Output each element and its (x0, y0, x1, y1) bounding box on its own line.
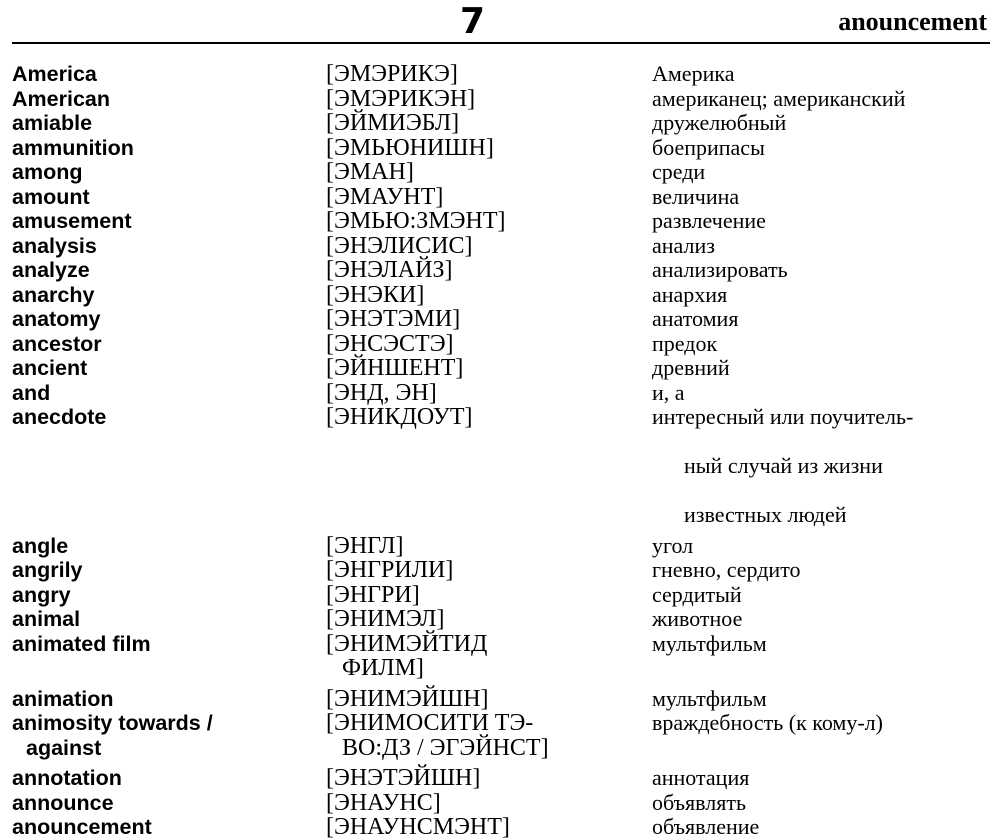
translation: мультфильм (652, 685, 767, 711)
translation: сердитый (652, 581, 742, 607)
pronunciation: [ЭНИМЭЙТИД (326, 630, 488, 657)
translation: анализ (652, 232, 715, 258)
pronunciation-column (326, 209, 652, 234)
headword-column (12, 766, 326, 791)
pronunciation: [ЭНЭКИ] (326, 281, 425, 308)
dictionary-entry (12, 136, 992, 161)
translation-column (652, 209, 992, 234)
translation: анархия (652, 281, 728, 307)
pronunciation-column (326, 234, 652, 259)
headword: animosity towards / (12, 711, 213, 735)
pronunciation: [ЭМАУНТ] (326, 183, 444, 210)
dictionary-entry (12, 766, 992, 791)
translation-column (652, 185, 992, 210)
translation-column (652, 711, 992, 736)
pronunciation-column (326, 632, 652, 681)
pronunciation: [ЭНЭТЭМИ] (326, 306, 461, 332)
translation-column (652, 583, 992, 608)
headword-column (12, 558, 326, 583)
headword: anecdote (12, 405, 107, 429)
translation-column (652, 766, 992, 791)
translation: предок (652, 330, 718, 356)
pronunciation-column (326, 534, 652, 559)
translation-column (652, 307, 992, 332)
pronunciation-column (326, 381, 652, 406)
dictionary-entry (12, 405, 992, 528)
pronunciation: [ЭНАУНС] (326, 789, 441, 816)
pronunciation: [ЭНИКДОУТ] (326, 404, 473, 430)
translation: анатомия (652, 306, 739, 331)
headword: announce (12, 790, 114, 815)
translation: объявление (652, 814, 760, 839)
translation-column (652, 136, 992, 161)
pronunciation: [ЭНД, ЭН] (326, 379, 437, 406)
dictionary-entry (12, 534, 992, 559)
translation-column (652, 815, 992, 840)
headword: analysis (12, 233, 97, 258)
pronunciation: [ЭНСЭСТЭ] (326, 330, 454, 357)
pronunciation: [ЭНЭЛАЙЗ] (326, 257, 453, 283)
headword-column (12, 405, 326, 430)
pronunciation-column (326, 283, 652, 308)
pronunciation-column (326, 185, 652, 210)
translation-column (652, 687, 992, 712)
pronunciation-column (326, 111, 652, 136)
pronunciation-column (326, 607, 652, 632)
headword: against (26, 735, 102, 760)
headword-column (12, 815, 326, 840)
pronunciation-column (326, 558, 652, 583)
pronunciation: [ЭНИМЭЛ] (326, 606, 445, 632)
headword-column (12, 381, 326, 406)
dictionary-entry (12, 687, 992, 712)
pronunciation: [ЭЙМИЭБЛ] (326, 110, 460, 136)
translation: древний (652, 355, 730, 380)
pronunciation: [ЭНАУНСМЭНТ] (326, 814, 510, 840)
headword-column (12, 209, 326, 234)
dictionary-entry (12, 234, 992, 259)
headword-column (12, 583, 326, 608)
headword: analyze (12, 258, 90, 282)
translation: гневно, сердито (652, 557, 801, 582)
pronunciation: [ЭНИМОСИТИ ТЭ- (326, 710, 534, 736)
translation-column (652, 791, 992, 816)
headword: angle (12, 533, 69, 558)
translation-column (652, 111, 992, 136)
pronunciation-column (326, 687, 652, 712)
pronunciation-column (326, 815, 652, 840)
headword: American (12, 86, 110, 111)
translation-column (652, 607, 992, 632)
translation: дружелюбный (652, 110, 787, 135)
dictionary-entry (12, 607, 992, 632)
translation-column (652, 405, 992, 528)
translation-column (652, 62, 992, 87)
headword-column (12, 307, 326, 332)
headword-column (12, 607, 326, 632)
headword-column (12, 283, 326, 308)
translation-column (652, 160, 992, 185)
dictionary-entry (12, 632, 992, 681)
dictionary-entry (12, 558, 992, 583)
pronunciation: [ЭНГРИ] (326, 581, 420, 608)
translation-column (652, 632, 992, 657)
headword: ammunition (12, 135, 134, 160)
pronunciation: [ЭМЬЮНИШН] (326, 134, 494, 161)
headword-column (12, 62, 326, 87)
pronunciation: ВО:ДЗ / ЭГЭЙНСТ] (342, 734, 549, 761)
headword: and (12, 380, 51, 405)
pronunciation-column (326, 711, 652, 760)
translation: среди (652, 159, 706, 184)
translation-column (652, 87, 992, 112)
headword: America (12, 62, 97, 86)
translation: американец; американский (652, 85, 906, 111)
headword: amusement (12, 209, 132, 233)
headword-column (12, 332, 326, 357)
pronunciation: [ЭМЭРИКЭН] (326, 85, 476, 112)
translation: ный случай из жизни (684, 453, 883, 478)
dictionary-entry (12, 209, 992, 234)
translation: аннотация (652, 765, 750, 790)
headword-column (12, 87, 326, 112)
pronunciation: [ЭНГРИЛИ] (326, 557, 454, 583)
pronunciation-column (326, 405, 652, 430)
translation-column (652, 332, 992, 357)
headword: among (12, 160, 83, 184)
headword: angrily (12, 558, 83, 582)
headword-column (12, 687, 326, 712)
dictionary-entries (12, 62, 992, 840)
translation-column (652, 258, 992, 283)
translation-column (652, 381, 992, 406)
headword-column (12, 185, 326, 210)
dictionary-entry (12, 185, 992, 210)
pronunciation: ФИЛМ] (342, 655, 424, 681)
dictionary-entry (12, 381, 992, 406)
pronunciation-column (326, 356, 652, 381)
pronunciation: [ЭНЭТЭЙШН] (326, 765, 481, 791)
pronunciation: [ЭНИМЭЙШН] (326, 685, 489, 712)
translation: анализировать (652, 257, 788, 282)
headword: anarchy (12, 282, 95, 307)
pronunciation-column (326, 258, 652, 283)
translation-column (652, 534, 992, 559)
dictionary-entry (12, 791, 992, 816)
headword-column (12, 136, 326, 161)
headword-column (12, 534, 326, 559)
pronunciation-column (326, 332, 652, 357)
headword-column (12, 258, 326, 283)
headword: amiable (12, 111, 93, 135)
headword: ancestor (12, 331, 102, 356)
translation: Америка (652, 61, 735, 86)
headword: angry (12, 582, 71, 607)
headword-column (12, 632, 326, 657)
dictionary-entry (12, 815, 992, 840)
dictionary-entry (12, 87, 992, 112)
pronunciation: [ЭМЬЮ:ЗМЭНТ] (326, 208, 506, 234)
running-head: anouncement (838, 7, 987, 36)
dictionary-entry (12, 307, 992, 332)
dictionary-entry (12, 258, 992, 283)
translation-column (652, 283, 992, 308)
headword-column (12, 234, 326, 259)
translation-column (652, 558, 992, 583)
headword-column (12, 111, 326, 136)
dictionary-entry (12, 356, 992, 381)
translation-column (652, 356, 992, 381)
dictionary-entry (12, 62, 992, 87)
pronunciation: [ЭНГЛ] (326, 532, 404, 559)
headword: animal (12, 607, 81, 631)
headword-column (12, 356, 326, 381)
pronunciation-column (326, 160, 652, 185)
pronunciation: [ЭМЭРИКЭ] (326, 61, 458, 87)
pronunciation-column (326, 136, 652, 161)
pronunciation-column (326, 87, 652, 112)
headword-column (12, 160, 326, 185)
translation-column (652, 234, 992, 259)
translation: объявлять (652, 789, 746, 815)
pronunciation-column (326, 307, 652, 332)
translation: интересный или поучитель- (652, 404, 914, 429)
headword: ancient (12, 356, 88, 380)
translation: боеприпасы (652, 134, 765, 160)
translation: враждебность (к кому-л) (652, 710, 883, 735)
pronunciation: [ЭНЭЛИСИС] (326, 232, 473, 259)
headword: anouncement (12, 815, 152, 839)
dictionary-entry (12, 711, 992, 760)
dictionary-entry (12, 583, 992, 608)
pronunciation-column (326, 583, 652, 608)
headword: animated film (12, 631, 151, 656)
headword-column (12, 791, 326, 816)
translation: известных людей (684, 502, 847, 527)
header-rule (12, 42, 990, 44)
headword: annotation (12, 766, 122, 790)
translation: развлечение (652, 208, 766, 233)
page-number: 7 (460, 1, 486, 42)
headword: animation (12, 686, 114, 711)
translation: угол (652, 532, 694, 558)
translation: и, а (652, 379, 685, 405)
dictionary-entry (12, 160, 992, 185)
pronunciation: [ЭМАН] (326, 159, 414, 185)
translation: мультфильм (652, 630, 767, 656)
pronunciation-column (326, 791, 652, 816)
dictionary-entry (12, 111, 992, 136)
headword: amount (12, 184, 90, 209)
translation: величина (652, 183, 740, 209)
pronunciation-column (326, 766, 652, 791)
dictionary-entry (12, 332, 992, 357)
translation: животное (652, 606, 743, 631)
headword: anatomy (12, 307, 101, 331)
dictionary-entry (12, 283, 992, 308)
pronunciation: [ЭЙНШЕНТ] (326, 355, 464, 381)
headword-column (12, 711, 326, 760)
pronunciation-column (326, 62, 652, 87)
